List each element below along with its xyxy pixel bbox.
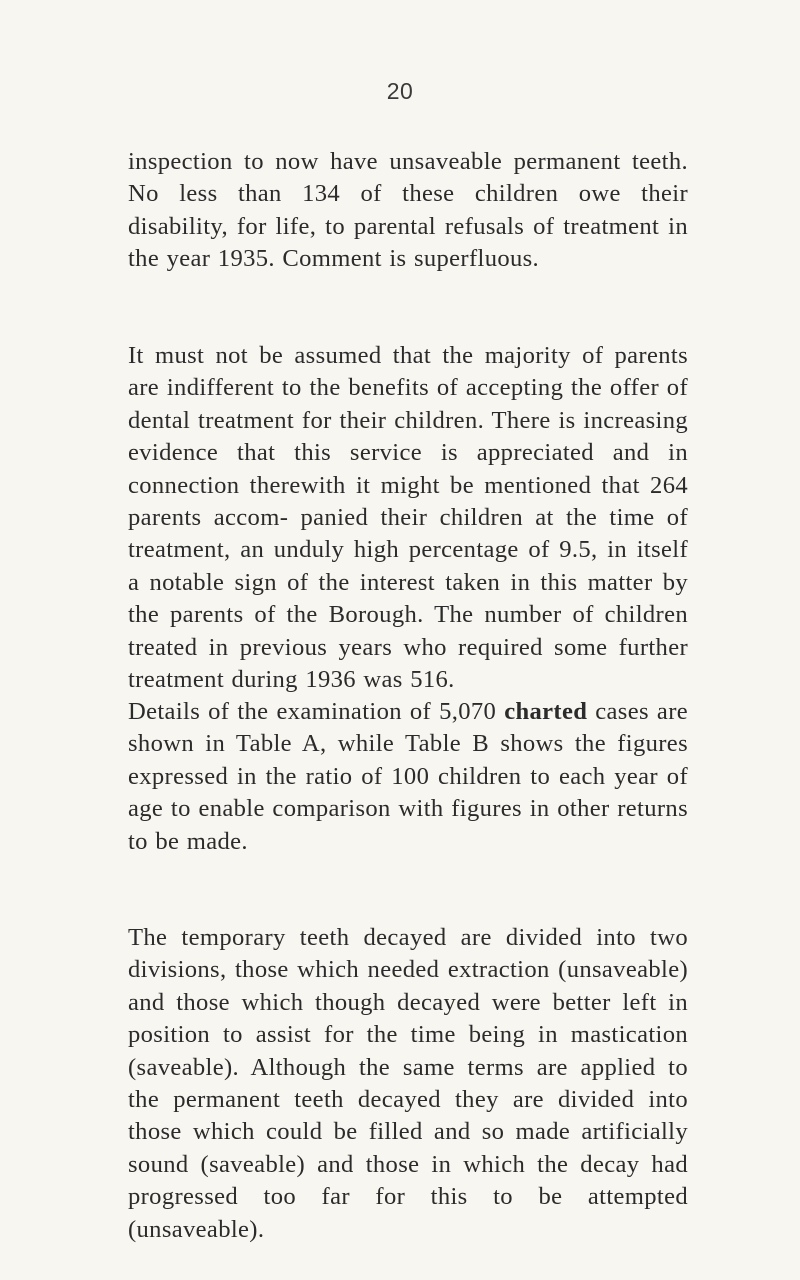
paragraph-1: inspection to now have unsaveable permanent teeth. No less than 134 of these children owe their disability, for life, to parental refusals of treatment in the year 1935. Comment is superfluous. (128, 148, 688, 273)
page-number: 20 (386, 78, 414, 104)
paragraph-3 (128, 696, 688, 858)
paragraph-4: The temporary teeth decayed are divided into two divisions, those which needed extraction (unsaveable) and those which though decayed were better left in position to assist for the time being in mastication (saveable). Although the same terms are applied to the permanent teeth decayed they are divided into those which could be filled and so made artificially sound (saveable) and those in which the decay had progressed too far for this to be attempted (unsaveable). (128, 924, 688, 1243)
paragraph-2: It must not be assumed that the majority of parents are indifferent to the benefits of accepting the offer of dental treatment for their children. There is increasing evidence that this service is appreciated and in connection therewith it might be mentioned that 264 parents accom- panied their children at the time of treatment, an unduly high percentage of 9.5, in itself a notable sign of the interest taken in this matter by the parents of the Borough. The number of children treated in previous years who required some further treatment during 1936 was 516. (128, 342, 688, 694)
paragraph-3-text-before: Details of the examination of 5,070 (128, 698, 505, 725)
emphasis-charted: charted (504, 698, 588, 725)
paragraph-3-text-after: cases are shown in Table A, while Table B shows the figures expressed in the ratio of 100 children to each year of age to enable comparison with figures in other returns to be made. (128, 698, 688, 855)
